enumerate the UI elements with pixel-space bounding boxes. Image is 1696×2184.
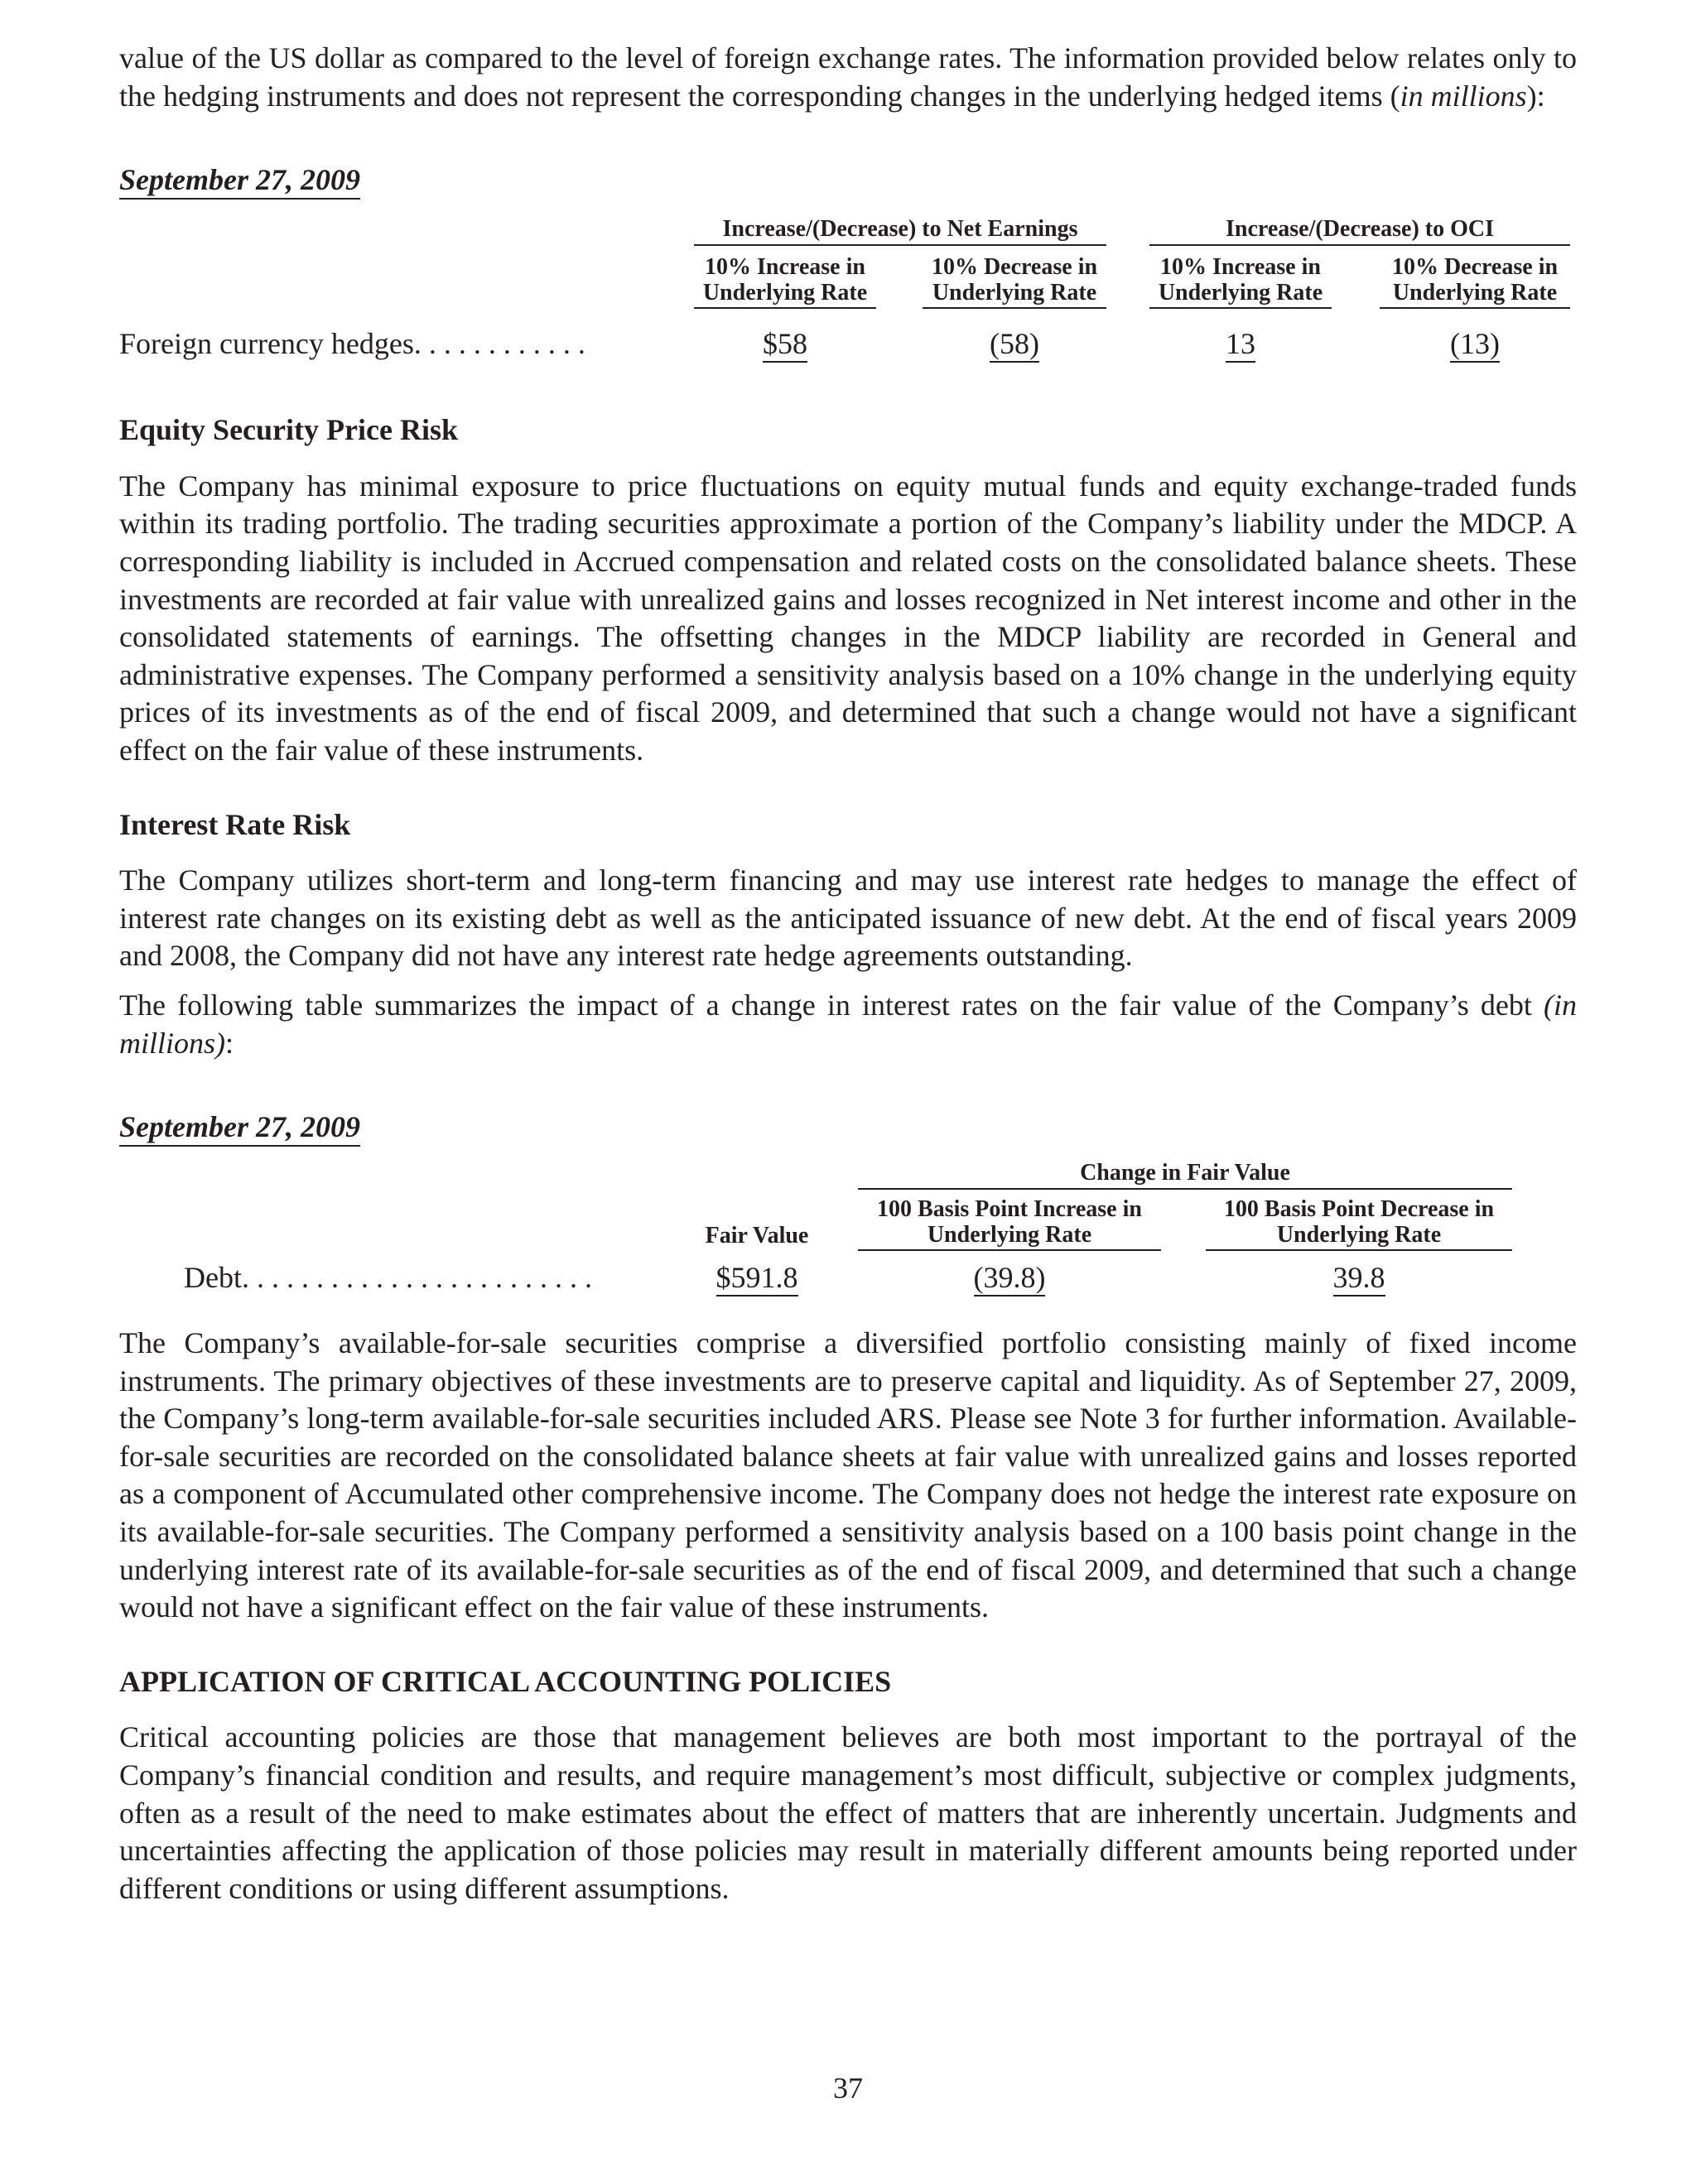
fx-hedge-table (119, 163, 1577, 411)
table1-value-net-increase: $58 (694, 325, 876, 363)
table1-col-net-increase: 10% Increase in Underlying Rate (694, 254, 876, 309)
table1-value-oci-increase: 13 (1149, 325, 1332, 363)
table2-col-decrease: 100 Basis Point Decrease in Underlying Rate (1206, 1196, 1512, 1251)
table2-value-fair-value: $591.8 (691, 1259, 823, 1296)
table2-value-decrease: 39.8 (1206, 1259, 1512, 1296)
table1-col-oci-decrease: 10% Decrease in Underlying Rate (1380, 254, 1570, 309)
critical-heading: APPLICATION OF CRITICAL ACCOUNTING POLICIES (119, 1664, 892, 1698)
intro-unit: in millions (1400, 79, 1527, 113)
equity-heading: Equity Security Price Risk (119, 413, 458, 447)
critical-paragraph: Critical accounting policies are those that management believes are both most important to the portrayal of the Company’s financial condition and results, and require management’s most difficult, subjective or complex judgments, often as a result of the need to make estimates about the effect of matters that are inherently uncertain. Judgments and uncertainties affecting the application of those policies may result in materially different amounts being reported under different conditions or using different assumptions. (119, 1720, 1577, 1905)
table1-group-oci: Increase/(Decrease) to OCI (1149, 216, 1570, 246)
table1-col-net-decrease: 10% Decrease in Underlying Rate (923, 254, 1106, 309)
interest-heading: Interest Rate Risk (119, 807, 351, 841)
afs-paragraph: The Company’s available-for-sale securities comprise a diversified portfolio consisting mainly of fixed income instruments. The primary objectives of these investments are to preserve capital and liquidity. As of September 27, 2009, the Company’s long-term available-for-sale securities included ARS. Please see Note 3 for further information. Available-for-sale securities are recorded on the consolidated balance sheets at fair value with unrealized gains and losses reported as a component of Accumulated other comprehensive income. The Company does not hedge the interest rate exposure on its available-for-sale securities. The Company performed a sensitivity analysis based on a 100 basis point change in the underlying interest rate of its available-for-sale securities as of the end of fiscal 2009, and determined that such a change would not have a significant effect on the fair value of these instruments. (119, 1326, 1577, 1624)
table1-col-oci-increase: 10% Increase in Underlying Rate (1149, 254, 1332, 309)
table1-value-net-decrease: (58) (923, 325, 1106, 363)
table2-row-label: Debt. . . . . . . . . . . . . . . . . . . . . . . . (184, 1261, 592, 1295)
table2-group-change: Change in Fair Value (858, 1160, 1512, 1190)
table2-col-increase: 100 Basis Point Increase in Underlying Rate (858, 1196, 1161, 1251)
page-number: 37 (833, 2071, 863, 2105)
table1-value-oci-decrease: (13) (1380, 325, 1570, 363)
equity-paragraph: The Company has minimal exposure to price fluctuations on equity mutual funds and equity exchange-traded funds within its trading portfolio. The trading securities approximate a portion of the Company’s liability under the MDCP. A corresponding liability is included in Accrued compensation and related costs on the consolidated balance sheets. These investments are recorded at fair value with unrealized gains and losses recognized in Net interest income and other in the consolidated statements of earnings. The offsetting changes in the MDCP liability are recorded in General and administrative expenses. The Company performed a sensitivity analysis based on a 10% change in the underlying equity prices of its investments as of the end of fiscal 2009, and determined that such a change would not have a significant effect on the fair value of these instruments. (119, 469, 1577, 767)
table2-date: September 27, 2009 (119, 1110, 360, 1147)
debt-fair-value-table (119, 1110, 1577, 1305)
document-page (119, 40, 1577, 1907)
table1-date: September 27, 2009 (119, 163, 360, 200)
interest-paragraph-1: The Company utilizes short-term and long-term financing and may use interest rate hedges to manage the effect of interest rate changes on its existing debt as well as the anticipated issuance of new debt. At the end of fiscal years 2009 and 2008, the Company did not have any interest rate hedge agreements outstanding. (119, 863, 1577, 973)
interest-paragraph-2: The following table summarizes the impact of a change in interest rates on the fair value of the Company’s debt (in millions): (119, 988, 1577, 1060)
table1-row-label: Foreign currency hedges. . . . . . . . . . . . (119, 327, 585, 361)
table2-col-fair-value: Fair Value (705, 1223, 809, 1249)
table1-group-net-earnings: Increase/(Decrease) to Net Earnings (694, 216, 1106, 246)
intro-paragraph: value of the US dollar as compared to the level of foreign exchange rates. The information provided below relates only to the hedging instruments and does not represent the corresponding changes in the underlying hedged items (in millions): (119, 41, 1577, 113)
table2-value-increase: (39.8) (858, 1259, 1161, 1296)
